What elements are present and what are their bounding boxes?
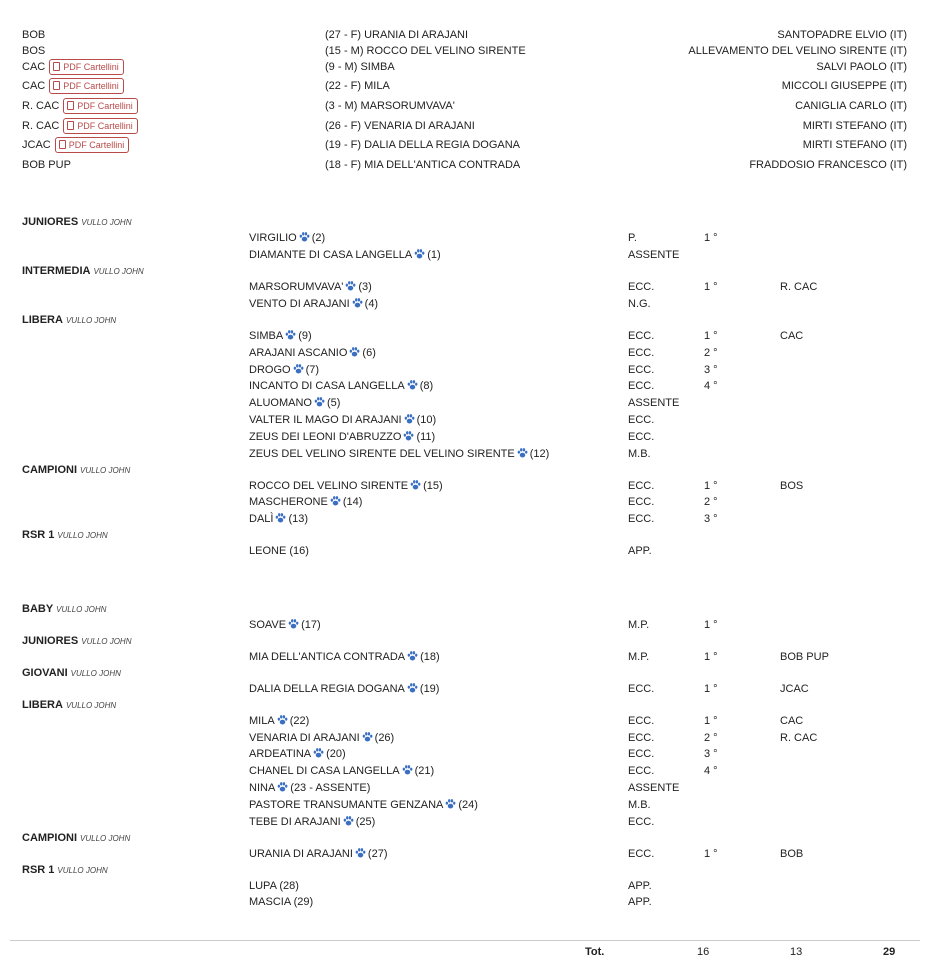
award-row [0,27,926,43]
dog-cell [249,429,435,445]
award-row [0,118,926,134]
award-row [0,137,926,153]
dog-number: (18) [420,651,440,663]
dog-placement: 1 ° [704,683,718,695]
dog-cell [249,446,549,462]
dog-name[interactable]: SIMBA [249,330,284,342]
dog-row [0,649,926,665]
dog-qualification: ECC. [628,496,655,508]
class-name: GIOVANI [22,667,68,679]
paw-icon[interactable] [345,281,356,291]
award-title: R. CAC [22,100,60,112]
dog-award: R. CAC [780,732,818,744]
dog-row [0,412,926,428]
dog-qualification: ASSENTE [628,397,680,409]
dog-row [0,681,926,697]
dog-number: (7) [305,364,320,376]
dog-award: JCAC [780,683,809,695]
dog-award: BOB PUP [780,651,829,663]
dog-cell [249,412,436,428]
award-title-cell [22,137,129,153]
pdf-cartellini-button[interactable] [55,137,130,153]
class-name: LIBERA [22,699,63,711]
class-heading [22,464,130,476]
dog-qualification: N.G. [628,298,651,310]
paw-icon[interactable] [343,816,354,826]
class-judge: VULLO JOHN [57,866,108,875]
class-name: CAMPIONI [22,832,77,844]
dog-row [0,395,926,411]
totals-total: 29 [883,946,896,958]
class-name: RSR 1 [22,529,55,541]
dog-row [0,296,926,312]
dog-qualification: P. [628,232,637,244]
dog-qualification: M.P. [628,651,650,663]
award-title-cell [22,43,45,59]
paw-icon[interactable] [362,732,373,742]
class-judge: VULLO JOHN [70,669,121,678]
dog-row [0,446,926,462]
dog-name[interactable]: ZEUS DEI LEONI D'ABRUZZO [249,431,402,443]
class-judge: VULLO JOHN [93,267,144,276]
dog-cell [249,746,346,762]
section-title: Femmine [32,580,81,592]
paw-icon[interactable] [404,414,415,424]
totals-label: Tot. [585,946,605,958]
dog-number: (21) [414,765,435,777]
female-icon [20,580,29,591]
dog-cell [249,543,309,559]
dog-qualification: ECC. [628,513,655,525]
award-owner: MIRTI STEFANO (IT) [802,120,907,132]
dog-name[interactable]: DIAMANTE DI CASA LANGELLA [249,249,413,261]
class-judge: VULLO JOHN [81,218,132,227]
dog-row [0,478,926,494]
award-dog[interactable]: (18 - F) MIA DELL'ANTICA CONTRADA [325,159,521,171]
dog-qualification: ASSENTE [628,782,680,794]
paw-icon[interactable] [410,480,421,490]
dog-qualification: M.B. [628,799,651,811]
dog-cell [249,846,387,862]
award-owner: FRADDOSIO FRANCESCO (IT) [749,159,907,171]
dog-name[interactable]: URANIA DI ARAJANI [249,848,353,860]
dog-cell [249,797,478,813]
dog-number: (29) [293,896,314,908]
dog-name[interactable]: MASCHERONE [249,496,328,508]
pdf-file-icon [53,81,60,90]
paw-icon[interactable] [330,496,341,506]
dog-qualification: APP. [628,880,652,892]
dog-cell [249,511,308,527]
class-heading [22,832,130,844]
paw-icon[interactable] [299,232,310,242]
dog-number: (25) [355,816,376,828]
dog-placement: 2 ° [704,496,718,508]
dog-name[interactable]: ARAJANI ASCANIO [249,347,348,359]
dog-number: (17) [301,619,321,631]
section-title-wrap [20,189,71,210]
dog-name[interactable]: MARSORUMVAVA' [249,281,344,293]
dog-row [0,494,926,510]
class-heading [22,603,106,615]
dog-qualification: ECC. [628,732,655,744]
dog-cell [249,494,362,510]
user-icon [20,6,31,17]
male-icon [20,193,31,204]
class-judge: VULLO JOHN [65,316,117,325]
dog-name[interactable]: NINA [249,782,276,794]
dog-cell [249,878,299,894]
class-judge: VULLO JOHN [56,605,107,614]
dog-cell [249,730,394,746]
dog-cell [249,814,375,830]
dog-number: (6) [362,347,376,359]
dog-placement: 3 ° [704,748,718,760]
award-row [0,78,926,94]
award-title: JCAC [22,139,51,151]
dog-number: (14) [342,496,363,508]
class-judge: VULLO JOHN [81,637,132,646]
dog-name[interactable]: VIRGILIO [249,232,297,244]
dog-name[interactable]: ALUOMANO [249,397,312,409]
pdf-label: PDF Cartellini [68,140,125,151]
dog-name[interactable]: VALTER IL MAGO DI ARAJANI [249,414,402,426]
paw-icon[interactable] [288,619,299,629]
class-name: JUNIORES [22,635,79,647]
paw-icon[interactable] [407,683,418,693]
paw-icon[interactable] [517,448,528,458]
dog-qualification: ECC. [628,364,655,376]
dog-name[interactable]: ROCCO DEL VELINO SIRENTE [249,480,409,492]
paw-icon[interactable] [403,431,414,441]
dog-qualification: ECC. [628,330,655,342]
paw-icon[interactable] [277,782,288,792]
totals-males: 16 [697,946,710,958]
dog-qualification: ECC. [628,816,655,828]
pdf-cartellini-button[interactable] [49,78,124,94]
dog-number: (20) [326,748,346,760]
dog-name[interactable]: VENTO DI ARAJANI [249,298,350,310]
dog-number: (23 - ASSENTE) [290,782,371,794]
paw-icon[interactable] [275,513,286,523]
dog-number: (5) [326,397,341,409]
dog-number: (4) [364,298,379,310]
class-name: LIBERA [22,314,63,326]
dog-placement: 1 ° [704,281,718,293]
pdf-cartellini-button[interactable] [63,118,138,134]
paw-icon[interactable] [355,848,366,858]
dog-name[interactable]: PASTORE TRANSUMANTE GENZANA [249,799,444,811]
dog-number: (19) [419,683,440,695]
dog-name[interactable]: VENARIA DI ARAJANI [249,732,360,744]
dog-cell [249,713,309,729]
dog-row [0,230,926,246]
award-owner: SANTOPADRE ELVIO (IT) [777,29,907,41]
award-row [0,59,926,75]
paw-icon[interactable] [414,249,425,259]
dog-name[interactable]: MILA [249,715,275,727]
dog-placement: 2 ° [704,732,718,744]
dog-row [0,878,926,894]
dog-cell [249,230,325,246]
dog-qualification: APP. [628,896,652,908]
award-dog[interactable]: (15 - M) ROCCO DEL VELINO SIRENTE [325,45,526,57]
dog-name[interactable]: SOAVE [249,619,287,631]
dog-row [0,511,926,527]
dog-row [0,846,926,862]
paw-icon[interactable] [293,364,304,374]
dog-cell [249,780,370,796]
dog-name[interactable]: DROGO [249,364,291,376]
dog-qualification: ECC. [628,380,655,392]
class-judge: VULLO JOHN [57,531,108,540]
dog-number: (28) [279,880,299,892]
paw-icon[interactable] [285,330,296,340]
dog-placement: 1 ° [704,232,718,244]
award-owner: MICCOLI GIUSEPPE (IT) [781,80,907,92]
dog-qualification: ECC. [628,715,655,727]
totals-divider [10,940,920,941]
dog-placement: 3 ° [704,364,718,376]
dog-name[interactable]: MASCIA [249,896,291,908]
class-name: CAMPIONI [22,464,77,476]
dog-row [0,730,926,746]
pdf-label: PDF Cartellini [77,121,133,132]
pdf-file-icon [53,62,60,71]
dog-number: (22) [289,715,310,727]
award-row [0,98,926,114]
dog-number: (27) [367,848,388,860]
award-dog[interactable]: (27 - F) URANIA DI ARAJANI [325,29,469,41]
dog-number: (10) [416,414,437,426]
dog-placement: 4 ° [704,765,718,777]
dog-number: (15) [423,480,443,492]
pdf-file-icon [59,140,66,149]
class-name: JUNIORES [22,216,79,228]
dog-name[interactable]: LUPA [249,880,277,892]
paw-icon[interactable] [402,765,413,775]
dog-number: (9) [298,330,312,342]
dog-award: CAC [780,330,804,342]
class-heading [22,635,131,647]
dog-cell [249,345,376,361]
award-owner: ALLEVAMENTO DEL VELINO SIRENTE (IT) [688,45,907,57]
dog-row [0,345,926,361]
dog-row [0,328,926,344]
dog-row [0,543,926,559]
dog-cell [249,894,313,910]
dog-cell [249,763,434,779]
dog-row [0,780,926,796]
dog-name[interactable]: CHANEL DI CASA LANGELLA [249,765,400,777]
dog-placement: 1 ° [704,330,718,342]
judge-title: GIUDICE DEL BOB: VULLO JOHN (IT) [34,6,230,18]
award-title: BOB PUP [22,159,71,171]
dog-name[interactable]: MIA DELL'ANTICA CONTRADA [249,651,406,663]
paw-icon[interactable] [445,799,456,809]
dog-cell [249,681,439,697]
dog-qualification: M.P. [628,619,650,631]
award-row [0,43,926,59]
dog-placement: 1 ° [704,848,718,860]
dog-qualification: ECC. [628,414,655,426]
dog-number: (13) [288,513,309,525]
dog-row [0,763,926,779]
dog-name[interactable]: DALÌ [249,513,274,525]
paw-icon[interactable] [407,380,418,390]
dog-number: (3) [358,281,372,293]
dog-qualification: ECC. [628,683,655,695]
dog-row [0,362,926,378]
class-heading [22,314,116,326]
dog-qualification: ECC. [628,848,655,860]
dog-placement: 1 ° [704,619,718,631]
class-heading [22,265,144,277]
dog-qualification: M.B. [628,448,651,460]
dog-qualification: ECC. [628,281,655,293]
paw-icon[interactable] [352,298,363,308]
owner-column-header: Proprietario [845,6,908,18]
dog-number: (8) [419,380,434,392]
dog-name[interactable]: DALIA DELLA REGIA DOGANA [249,683,405,695]
dog-name[interactable]: TEBE DI ARAJANI [249,816,341,828]
dog-cell [249,328,312,344]
award-title: CAC [22,61,46,73]
dog-cell [249,296,378,312]
dog-row [0,279,926,295]
dog-row [0,247,926,263]
dog-number: (11) [416,431,436,443]
class-name: BABY [22,603,54,615]
dog-name[interactable]: LEONE [249,545,287,557]
award-dog[interactable]: (22 - F) MILA [325,80,390,92]
award-title: CAC [22,80,46,92]
dog-qualification: ECC. [628,748,655,760]
class-judge: VULLO JOHN [65,701,117,710]
dog-number: (12) [529,448,550,460]
judge-title-wrap [20,2,230,23]
class-judge: VULLO JOHN [80,466,131,475]
dog-cell [249,279,372,295]
pdf-label: PDF Cartellini [63,62,119,73]
award-title-cell [22,118,138,134]
pdf-label: PDF Cartellini [63,81,119,92]
award-title: BOB [22,29,46,41]
section-title: Maschi [34,193,72,205]
dog-award: BOS [780,480,804,492]
paw-icon[interactable] [314,397,325,407]
dog-number: (2) [311,232,326,244]
dog-qualification: ASSENTE [628,249,680,261]
award-dog[interactable]: (19 - F) DALIA DELLA REGIA DOGANA [325,139,521,151]
dog-award: R. CAC [780,281,818,293]
dog-name[interactable]: INCANTO DI CASA LANGELLA [249,380,405,392]
award-dog[interactable]: (9 - M) SIMBA [325,61,395,73]
dog-row [0,894,926,910]
award-title: R. CAC [22,120,60,132]
class-heading [22,864,108,876]
dog-cell [249,649,440,665]
dog-cell [249,362,319,378]
award-dog[interactable]: (26 - F) VENARIA DI ARAJANI [325,120,475,132]
award-owner: SALVI PAOLO (IT) [816,61,907,73]
class-heading [22,667,121,679]
dog-qualification: ECC. [628,347,655,359]
paw-icon[interactable] [349,347,360,357]
paw-icon[interactable] [407,651,418,661]
paw-icon[interactable] [313,748,324,758]
dog-cell [249,378,433,394]
award-title-cell [22,157,71,173]
class-name: INTERMEDIA [22,265,91,277]
dog-placement: 1 ° [704,480,718,492]
dog-award: BOB [780,848,804,860]
dog-number: (26) [374,732,395,744]
dog-cell [249,617,321,633]
class-heading [22,699,116,711]
dog-qualification: ECC. [628,480,655,492]
dog-award: CAC [780,715,804,727]
award-title-cell [22,78,124,94]
dog-placement: 4 ° [704,380,718,392]
class-heading [22,529,108,541]
dog-cell [249,247,441,263]
dog-placement: 2 ° [704,347,718,359]
award-title-cell [22,27,45,43]
award-row [0,157,926,173]
pdf-file-icon [67,121,74,130]
dog-qualification: APP. [628,545,652,557]
dog-name[interactable]: ARDEATINA [249,748,312,760]
dog-row [0,713,926,729]
dog-placement: 3 ° [704,513,718,525]
dog-row [0,797,926,813]
dog-placement: 1 ° [704,715,718,727]
paw-icon[interactable] [277,715,288,725]
dog-row [0,814,926,830]
award-owner: MIRTI STEFANO (IT) [802,139,907,151]
dog-cell [249,478,443,494]
award-title-cell [22,98,138,114]
dog-row [0,378,926,394]
dog-placement: 1 ° [704,651,718,663]
award-dog[interactable]: (3 - M) MARSORUMVAVA' [325,100,455,112]
dog-number: (24) [458,799,478,811]
dog-cell [249,395,340,411]
pdf-file-icon [67,101,74,110]
totals-females: 13 [790,946,803,958]
class-judge: VULLO JOHN [80,834,131,843]
dog-number: (1) [427,249,441,261]
dog-number: (16) [289,545,309,557]
pdf-label: PDF Cartellini [77,101,133,112]
award-owner: CANIGLIA CARLO (IT) [795,100,907,112]
pdf-cartellini-button[interactable] [63,98,138,114]
section-title-wrap [20,576,80,597]
dog-row [0,617,926,633]
dog-qualification: ECC. [628,765,655,777]
dog-row [0,746,926,762]
award-title: BOS [22,45,46,57]
class-heading [22,216,131,228]
dog-qualification: ECC. [628,431,655,443]
class-name: RSR 1 [22,864,55,876]
dog-name[interactable]: ZEUS DEL VELINO SIRENTE DEL VELINO SIRENTE [249,448,515,460]
pdf-cartellini-button[interactable] [49,59,124,75]
award-title-cell [22,59,124,75]
dog-row [0,429,926,445]
